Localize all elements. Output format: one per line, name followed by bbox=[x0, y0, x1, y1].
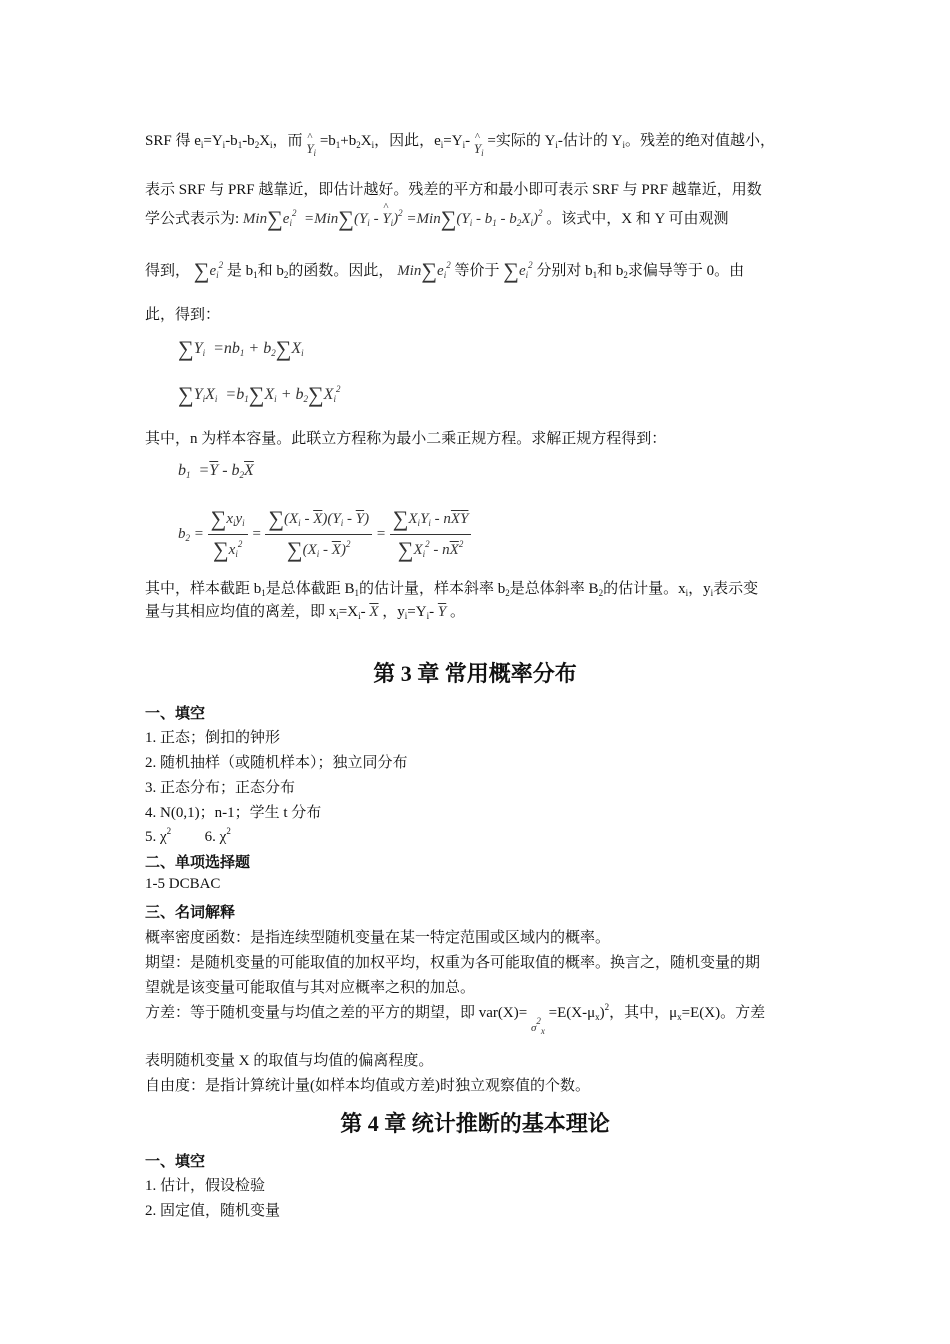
y-hat-symbol: ^ $Y_i$ bbox=[306, 141, 316, 158]
list-item: 1. 估计，假设检验 bbox=[145, 1178, 266, 1194]
sigma-squared-symbol: σ2x bbox=[530, 1016, 545, 1036]
normal-equation-1: $\sum Y_i =nb_1 + b_2\sum X_i$ bbox=[178, 336, 304, 361]
paragraph-line-4: 得到， $\sum e_i^2$ 是 $b_1$和 $b_2$的函数。因此， $Min\sum e_i^2$ 等价于 $\sum e_i^2$ 分别对 $b_1$和 $b_2$求偏导等于 0。由 bbox=[145, 258, 745, 283]
sum-e-squared: $\sum e_i^2$ bbox=[193, 258, 224, 283]
definition: 望就是该变量可能取值与其对应概率之积的加总。 bbox=[145, 980, 476, 996]
definition: 自由度：是指计算统计量(如样本均值或方差)时独立观察值的个数。 bbox=[145, 1078, 590, 1094]
paragraph-line-1: SRF 得 $e_i=Y_i-b_1-b_2X_i$，而 ^ $Y_i =b_1+b_2X_i$，因此，$e_i=Y_i-$ ^ $Y_i$ =实际的 $Y_i-$估计的 $Y_i$。残差的绝对值越小， bbox=[145, 129, 810, 158]
paragraph-line-5: 此，得到： bbox=[145, 307, 221, 323]
chapter-4-title: 第 4 章 统计推断的基本理论 bbox=[340, 1111, 610, 1136]
paragraph-line-6: 其中，n 为样本容量。此联立方程称为最小二乘正规方程。求解正规方程得到： bbox=[145, 431, 667, 447]
section-heading: 一、填空 bbox=[145, 706, 206, 722]
b1-formula: $b_1 =\overline{Y} - b_2\overline{X}$ bbox=[178, 462, 254, 480]
list-item: 2. 固定值，随机变量 bbox=[145, 1203, 281, 1219]
chapter-3-title: 第 3 章 常用概率分布 bbox=[373, 661, 577, 686]
x-bar-symbol: $\overline{X}$ bbox=[369, 604, 379, 620]
list-item: 4. N(0,1)；n-1；学生 t 分布 bbox=[145, 805, 322, 821]
y-hat-symbol: ^ $Y_i$ bbox=[474, 141, 484, 158]
paragraph-line-2: 表示 SRF 与 PRF 越靠近，即估计越好。残差的平方和最小即可表示 SRF 与 PRF 越靠近，用数 bbox=[145, 182, 762, 198]
definition: 概率密度函数：是指连续型随机变量在某一特定范围或区域内的概率。 bbox=[145, 930, 611, 946]
section-heading: 二、单项选择题 bbox=[145, 855, 251, 871]
paragraph-line-8: 量与其相应均值的离差，即 $x_i=X_i-$ $\overline{X}$ ，$y_i=Y_i-$ $\overline{Y}$ 。 bbox=[145, 604, 465, 621]
definition: 方差：等于随机变量与均值之差的平方的期望，即 $var(X)= _{\sigma^2_x} =E(X-\mu_x)^2$，其中，$\mu_x=E(X)$。方差 bbox=[145, 1002, 766, 1036]
list-item: 5. $\chi^2$ 6. $\chi^2$ bbox=[145, 826, 231, 845]
section-heading: 一、填空 bbox=[145, 1154, 206, 1170]
b2-formula: $b_2$ = $\frac{\sum x_iy_i}{\sum x_i^2}$ = $\frac{\sum(X_i - \overline{X})(Y_i - \overline{Y})}{\sum(X_i - \overline{X})^2}$ = $\frac{\sum X_iY_i - n\overline{X}\overline{Y}}{\sum X_i^2 - n\overline{X}^2}$ bbox=[178, 506, 471, 563]
list-item: 1. 正态；倒扣的钟形 bbox=[145, 730, 281, 746]
min-sum-formula: $Min\sum e_i^2 =Min\sum(Y_i$ - ^ $Y_i)^2 =Min\sum(Y_i - b_1 - b_2X_i)^2$ bbox=[243, 211, 546, 227]
paragraph-line-3: 学公式表示为: $Min\sum e_i^2 =Min\sum(Y_i$ - ^ $Y_i)^2 =Min\sum(Y_i - b_1 - b_2X_i)^2$ 。该式中，X 和 Y 可由观测 bbox=[145, 206, 810, 232]
normal-equation-2: $\sum Y_iX_i =b_1\sum X_i + b_2\sum X_i^2$ bbox=[178, 382, 341, 407]
definition: 表明随机变量 X 的取值与均值的偏离程度。 bbox=[145, 1053, 434, 1069]
sum-e-squared: $\sum e_i^2$ bbox=[503, 258, 533, 283]
definition: 期望：是随机变量的可能取值的加权平均，权重为各可能取值的概率。换言之，随机变量的期 bbox=[145, 955, 761, 971]
paragraph-line-7: 其中，样本截距 $b_1$是总体截距 $B_1$的估计量，样本斜率 $b_2$是总体斜率 $B_2$的估计量。$x_i$，$y_i$表示变 bbox=[145, 581, 759, 598]
list-item: 3. 正态分布；正态分布 bbox=[145, 780, 296, 796]
list-item: 2. 随机抽样（或随机样本）；独立同分布 bbox=[145, 755, 408, 771]
min-sum-e-squared: $Min\sum e_i^2$ bbox=[397, 258, 451, 283]
y-bar-symbol: $\overline{Y}$ bbox=[437, 604, 447, 620]
list-item: 1-5 DCBAC bbox=[145, 876, 221, 892]
section-heading: 三、名词解释 bbox=[145, 905, 236, 921]
